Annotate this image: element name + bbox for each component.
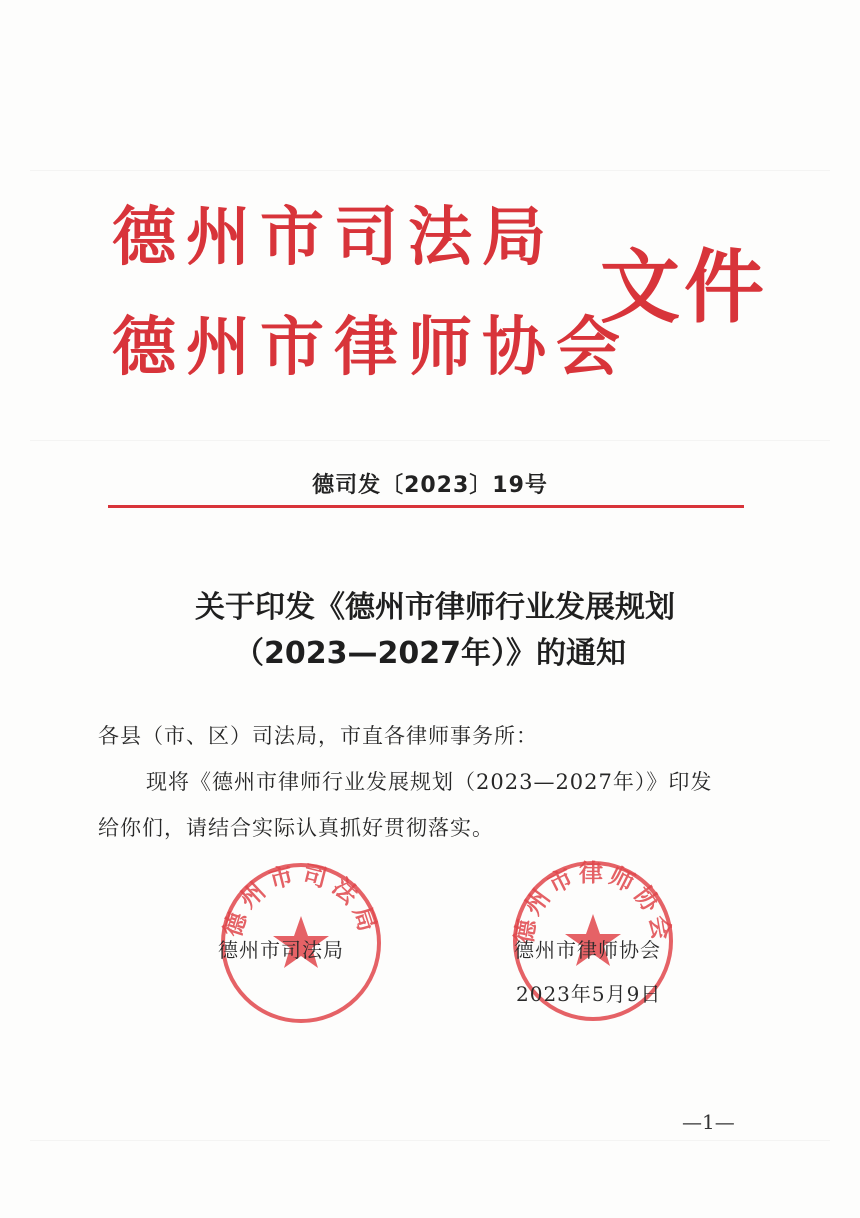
seal-1-text: 德州市司法局 [218,859,384,941]
body-paragraph-line-1: 现将《德州市律师行业发展规划（2023—2027年）》印发 [146,770,713,794]
document-type: 文件 [600,241,768,334]
issuer-line-2: 德州市律师协会 [112,311,630,385]
salutation: 各县（市、区）司法局，市直各律师事务所： [98,724,538,748]
issue-date: 2023年5月9日 [516,982,662,1006]
issuer-line-1: 德州市司法局 [112,201,556,275]
scan-artifact [30,170,830,171]
scan-artifact [30,440,830,441]
page-number: —1— [682,1110,735,1134]
red-divider [108,505,744,508]
title-line-2: （2023—2027年）》的通知 [234,636,626,671]
scan-artifact [30,1140,830,1141]
signature-org-2: 德州市律师协会 [514,938,661,962]
title-line-1: 关于印发《德州市律师行业发展规划 [195,590,675,625]
seal-2-text: 德州市律师协会 [509,859,677,946]
signature-org-1: 德州市司法局 [218,938,344,962]
body-paragraph-line-2: 给你们，请结合实际认真抓好贯彻落实。 [98,816,494,840]
document-number: 德司发〔2023〕19号 [312,473,548,498]
